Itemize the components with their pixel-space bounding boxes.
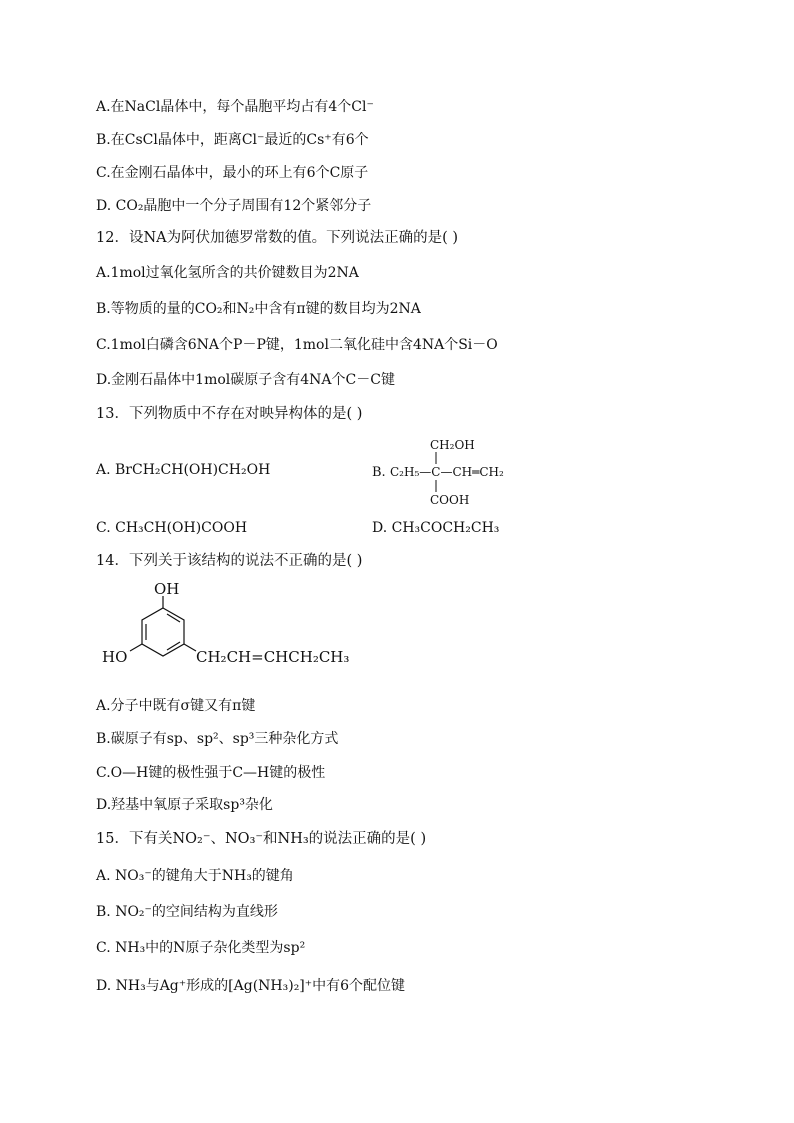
q11-option-d: D. CO₂晶胞中一个分子周围有12个紧邻分子 (96, 198, 372, 214)
q14-stem: 14．下列关于该结构的说法不正确的是( ) (96, 553, 363, 569)
bond-to-left-oh (130, 644, 142, 651)
q14-option-b: B.碳原子有sp、sp²、sp³三种杂化方式 (96, 731, 339, 747)
q13-b-main-chain: C₂H₅—C—CH═CH₂ (390, 465, 504, 479)
q13-option-b-label: B. (372, 465, 386, 480)
q13-b-top-group: CH₂OH (430, 438, 475, 452)
top-hydroxyl: OH (154, 582, 180, 598)
q14-option-d: D.羟基中氧原子采取sp³杂化 (96, 797, 273, 813)
q11-option-a: A.在NaCl晶体中，每个晶胞平均占有4个Cl⁻ (96, 99, 374, 115)
q14-option-a: A.分子中既有σ键又有π键 (96, 698, 256, 714)
left-hydroxyl: HO (102, 648, 128, 666)
q14-option-c: C.O—H键的极性强于C—H键的极性 (96, 765, 326, 781)
q12-option-d: D.金刚石晶体中1mol碳原子含有4NA个C－C键 (96, 372, 395, 388)
q15-option-b: B. NO₂⁻的空间结构为直线形 (96, 904, 278, 920)
q13-option-a: A. BrCH₂CH(OH)CH₂OH (96, 462, 271, 478)
benzene-ring (142, 608, 184, 656)
q15-option-c: C. NH₃中的N原子杂化类型为sp² (96, 940, 306, 956)
q14-resorcinol-structure (96, 582, 376, 686)
q13-b-bottom-group: COOH (430, 493, 470, 507)
q12-stem: 12．设NA为阿伏加德罗常数的值。下列说法正确的是( ) (96, 230, 459, 246)
q13-option-d: D. CH₃COCH₂CH₃ (372, 520, 500, 536)
q12-option-c: C.1mol白磷含6NA个P－P键，1mol二氧化硅中含4NA个Si－O (96, 337, 498, 353)
q13-option-c: C. CH₃CH(OH)COOH (96, 520, 248, 536)
q15-stem: 15．下有关NO₂⁻、NO₃⁻和NH₃的说法正确的是( ) (96, 831, 427, 847)
q12-option-a: A.1mol过氧化氢所含的共价键数目为2NA (96, 265, 359, 281)
double-bond-2 (167, 642, 180, 650)
side-chain: CH₂CH=CHCH₂CH₃ (196, 648, 350, 666)
q12-option-b: B.等物质的量的CO₂和N₂中含有π键的数目均为2NA (96, 301, 421, 317)
q15-option-d: D. NH₃与Ag⁺形成的[Ag(NH₃)₂]⁺中有6个配位键 (96, 978, 406, 994)
q13-option-b-structure (370, 434, 530, 514)
bond-to-chain (184, 644, 196, 651)
q11-option-b: B.在CsCl晶体中，距离Cl⁻最近的Cs⁺有6个 (96, 132, 369, 148)
q15-option-a: A. NO₃⁻的键角大于NH₃的键角 (96, 868, 294, 884)
q11-option-c: C.在金刚石晶体中，最小的环上有6个C原子 (96, 165, 369, 181)
q13-stem: 13．下列物质中不存在对映异构体的是( ) (96, 406, 363, 422)
double-bond-1 (167, 614, 180, 622)
